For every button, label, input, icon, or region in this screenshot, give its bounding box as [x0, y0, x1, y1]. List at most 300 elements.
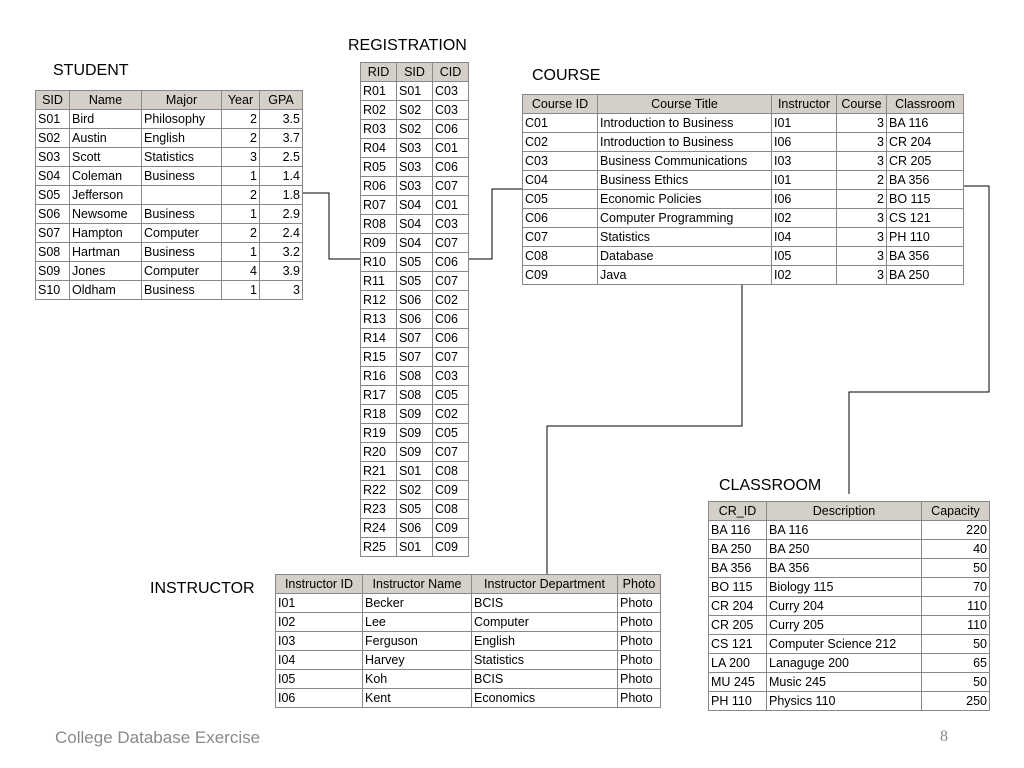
course-cell: 2 — [837, 190, 887, 209]
classroom-cell: 50 — [922, 635, 990, 654]
student-cell: 2.5 — [260, 148, 303, 167]
student-cell: Computer — [142, 224, 222, 243]
student-cell: Austin — [70, 129, 142, 148]
registration-cell: S05 — [397, 272, 433, 291]
instructor-row — [276, 689, 661, 708]
instructor-cell: Photo — [618, 651, 661, 670]
registration-cell: C01 — [433, 139, 469, 158]
registration-cell: C03 — [433, 215, 469, 234]
student-cell: 2.4 — [260, 224, 303, 243]
registration-row — [361, 500, 469, 519]
classroom-cell: CR 204 — [709, 597, 767, 616]
registration-cell: R03 — [361, 120, 397, 139]
classroom-cell: Music 245 — [767, 673, 922, 692]
classroom-column-header: Description — [767, 502, 922, 521]
registration-cell: S06 — [397, 291, 433, 310]
classroom-column-header: Capacity — [922, 502, 990, 521]
classroom-cell: Curry 205 — [767, 616, 922, 635]
student-cell: 1 — [222, 167, 260, 186]
registration-row — [361, 177, 469, 196]
registration-row — [361, 272, 469, 291]
student-cell: 3.9 — [260, 262, 303, 281]
registration-row — [361, 82, 469, 101]
registration-cell: R08 — [361, 215, 397, 234]
classroom-cell: 50 — [922, 673, 990, 692]
classroom-row — [709, 673, 990, 692]
registration-row — [361, 158, 469, 177]
instructor-table — [275, 574, 661, 708]
registration-cell: S05 — [397, 500, 433, 519]
student-cell: S08 — [36, 243, 70, 262]
registration-cell: S02 — [397, 101, 433, 120]
registration-cell: S06 — [397, 310, 433, 329]
registration-column-header: CID — [433, 63, 469, 82]
student-cell: 1 — [222, 243, 260, 262]
course-title: COURSE — [532, 67, 601, 84]
registration-row — [361, 519, 469, 538]
course-cell: BA 356 — [887, 247, 964, 266]
course-cell: Statistics — [598, 228, 772, 247]
registration-title: REGISTRATION — [348, 37, 467, 54]
classroom-cell: 70 — [922, 578, 990, 597]
student-column-header: GPA — [260, 91, 303, 110]
student-cell: 2 — [222, 110, 260, 129]
instructor-title: INSTRUCTOR — [150, 580, 255, 597]
registration-row — [361, 120, 469, 139]
registration-cell: C07 — [433, 234, 469, 253]
registration-cell: R24 — [361, 519, 397, 538]
student-column-header: Major — [142, 91, 222, 110]
student-cell: Oldham — [70, 281, 142, 300]
registration-row — [361, 386, 469, 405]
student-cell: 4 — [222, 262, 260, 281]
course-cell: C04 — [523, 171, 598, 190]
classroom-column-header: CR_ID — [709, 502, 767, 521]
registration-header-row — [361, 63, 469, 82]
course-cell: Computer Programming — [598, 209, 772, 228]
registration-row — [361, 234, 469, 253]
student-row — [36, 148, 303, 167]
course-row — [523, 190, 964, 209]
course-cell: 3 — [837, 247, 887, 266]
registration-cell: S07 — [397, 329, 433, 348]
student-cell: Statistics — [142, 148, 222, 167]
classroom-cell: BA 356 — [767, 559, 922, 578]
registration-cell: R14 — [361, 329, 397, 348]
classroom-cell: BA 356 — [709, 559, 767, 578]
registration-cell: R02 — [361, 101, 397, 120]
registration-cell: C03 — [433, 82, 469, 101]
course-cell: C02 — [523, 133, 598, 152]
registration-row — [361, 139, 469, 158]
registration-course-link — [468, 189, 522, 259]
course-cell: I02 — [772, 209, 837, 228]
student-cell: S10 — [36, 281, 70, 300]
course-cell: I01 — [772, 171, 837, 190]
footer-text: College Database Exercise — [55, 728, 261, 747]
instructor-cell: I04 — [276, 651, 363, 670]
registration-cell: R22 — [361, 481, 397, 500]
student-cell: Computer — [142, 262, 222, 281]
course-cell: CS 121 — [887, 209, 964, 228]
student-cell: 2 — [222, 129, 260, 148]
student-cell: S07 — [36, 224, 70, 243]
registration-cell: R06 — [361, 177, 397, 196]
classroom-cell: BA 116 — [709, 521, 767, 540]
student-cell — [142, 186, 222, 205]
registration-column-header: RID — [361, 63, 397, 82]
course-cell: C09 — [523, 266, 598, 285]
registration-row — [361, 215, 469, 234]
registration-cell: S04 — [397, 234, 433, 253]
registration-cell: C03 — [433, 367, 469, 386]
student-cell: 2.9 — [260, 205, 303, 224]
registration-cell: C07 — [433, 272, 469, 291]
registration-cell: R23 — [361, 500, 397, 519]
registration-cell: C03 — [433, 101, 469, 120]
course-table — [522, 94, 964, 285]
classroom-cell: 65 — [922, 654, 990, 673]
student-row — [36, 262, 303, 281]
instructor-header-row — [276, 575, 661, 594]
registration-row — [361, 462, 469, 481]
registration-cell: R16 — [361, 367, 397, 386]
student-cell: 2 — [222, 186, 260, 205]
student-cell: Hampton — [70, 224, 142, 243]
student-column-header: Year — [222, 91, 260, 110]
course-column-header: Course Title — [598, 95, 772, 114]
registration-cell: S01 — [397, 538, 433, 557]
registration-cell: R20 — [361, 443, 397, 462]
course-row — [523, 209, 964, 228]
classroom-cell: CS 121 — [709, 635, 767, 654]
instructor-cell: I03 — [276, 632, 363, 651]
classroom-cell: CR 205 — [709, 616, 767, 635]
student-row — [36, 110, 303, 129]
classroom-cell: 110 — [922, 597, 990, 616]
registration-cell: C08 — [433, 462, 469, 481]
course-row — [523, 247, 964, 266]
student-cell: 2 — [222, 224, 260, 243]
instructor-cell: BCIS — [472, 594, 618, 613]
registration-cell: R19 — [361, 424, 397, 443]
student-cell: Scott — [70, 148, 142, 167]
course-cell: 3 — [837, 228, 887, 247]
instructor-column-header: Instructor ID — [276, 575, 363, 594]
registration-cell: R12 — [361, 291, 397, 310]
registration-row — [361, 329, 469, 348]
registration-cell: R25 — [361, 538, 397, 557]
classroom-table — [708, 501, 990, 711]
registration-cell: C01 — [433, 196, 469, 215]
course-cell: I06 — [772, 133, 837, 152]
instructor-cell: Ferguson — [363, 632, 472, 651]
student-cell: Business — [142, 281, 222, 300]
student-cell: S04 — [36, 167, 70, 186]
registration-cell: C05 — [433, 386, 469, 405]
registration-row — [361, 443, 469, 462]
course-cell: 3 — [837, 114, 887, 133]
student-title: STUDENT — [53, 62, 129, 79]
registration-cell: S08 — [397, 367, 433, 386]
registration-cell: C07 — [433, 443, 469, 462]
registration-cell: C09 — [433, 538, 469, 557]
course-cell: 3 — [837, 152, 887, 171]
registration-cell: C05 — [433, 424, 469, 443]
course-row — [523, 152, 964, 171]
registration-row — [361, 538, 469, 557]
course-cell: BA 250 — [887, 266, 964, 285]
registration-cell: R04 — [361, 139, 397, 158]
course-row — [523, 114, 964, 133]
instructor-cell: Economics — [472, 689, 618, 708]
student-cell: 1.8 — [260, 186, 303, 205]
course-cell: Economic Policies — [598, 190, 772, 209]
classroom-cell: Lanaguge 200 — [767, 654, 922, 673]
student-cell: S01 — [36, 110, 70, 129]
course-cell: Java — [598, 266, 772, 285]
instructor-column-header: Photo — [618, 575, 661, 594]
course-cell: C05 — [523, 190, 598, 209]
registration-cell: R09 — [361, 234, 397, 253]
classroom-cell: Physics 110 — [767, 692, 922, 711]
registration-row — [361, 481, 469, 500]
instructor-row — [276, 670, 661, 689]
registration-row — [361, 101, 469, 120]
course-cell: BA 116 — [887, 114, 964, 133]
registration-cell: S01 — [397, 82, 433, 101]
registration-cell: S01 — [397, 462, 433, 481]
instructor-column-header: Instructor Department — [472, 575, 618, 594]
registration-cell: S03 — [397, 177, 433, 196]
registration-cell: S07 — [397, 348, 433, 367]
registration-cell: C06 — [433, 310, 469, 329]
course-cell: Business Ethics — [598, 171, 772, 190]
page-number: 8 — [940, 728, 948, 745]
classroom-cell: Computer Science 212 — [767, 635, 922, 654]
registration-cell: R15 — [361, 348, 397, 367]
student-cell: S03 — [36, 148, 70, 167]
instructor-cell: I06 — [276, 689, 363, 708]
course-cell: 2 — [837, 171, 887, 190]
instructor-row — [276, 632, 661, 651]
course-cell: I01 — [772, 114, 837, 133]
registration-row — [361, 405, 469, 424]
course-cell: Business Communications — [598, 152, 772, 171]
student-registration-link — [302, 193, 360, 259]
course-cell: C07 — [523, 228, 598, 247]
course-cell: I03 — [772, 152, 837, 171]
course-cell: C08 — [523, 247, 598, 266]
registration-cell: C02 — [433, 291, 469, 310]
classroom-cell: Biology 115 — [767, 578, 922, 597]
student-cell: Business — [142, 167, 222, 186]
registration-row — [361, 367, 469, 386]
student-cell: 3.2 — [260, 243, 303, 262]
registration-column-header: SID — [397, 63, 433, 82]
registration-table — [360, 62, 469, 557]
instructor-row — [276, 651, 661, 670]
course-cell: C03 — [523, 152, 598, 171]
registration-cell: C06 — [433, 253, 469, 272]
instructor-column-header: Instructor Name — [363, 575, 472, 594]
student-cell: Jones — [70, 262, 142, 281]
instructor-row — [276, 594, 661, 613]
student-row — [36, 167, 303, 186]
registration-row — [361, 424, 469, 443]
registration-cell: C08 — [433, 500, 469, 519]
student-cell: Philosophy — [142, 110, 222, 129]
instructor-cell: Harvey — [363, 651, 472, 670]
classroom-cell: 40 — [922, 540, 990, 559]
course-row — [523, 266, 964, 285]
course-column-header: Course — [837, 95, 887, 114]
registration-row — [361, 348, 469, 367]
registration-cell: S09 — [397, 443, 433, 462]
classroom-header-row — [709, 502, 990, 521]
classroom-cell: BA 250 — [709, 540, 767, 559]
classroom-row — [709, 559, 990, 578]
student-row — [36, 224, 303, 243]
student-cell: S02 — [36, 129, 70, 148]
course-cell: BO 115 — [887, 190, 964, 209]
course-cell: I04 — [772, 228, 837, 247]
instructor-row — [276, 613, 661, 632]
registration-cell: S06 — [397, 519, 433, 538]
course-cell: Database — [598, 247, 772, 266]
course-column-header: Instructor — [772, 95, 837, 114]
student-cell: Hartman — [70, 243, 142, 262]
student-cell: 3.7 — [260, 129, 303, 148]
registration-cell: C02 — [433, 405, 469, 424]
registration-cell: S03 — [397, 158, 433, 177]
student-cell: Jefferson — [70, 186, 142, 205]
course-column-header: Course ID — [523, 95, 598, 114]
student-cell: 1 — [222, 205, 260, 224]
instructor-cell: Photo — [618, 632, 661, 651]
student-column-header: Name — [70, 91, 142, 110]
classroom-row — [709, 692, 990, 711]
registration-cell: S09 — [397, 405, 433, 424]
registration-cell: R18 — [361, 405, 397, 424]
registration-cell: R05 — [361, 158, 397, 177]
student-cell: 3.5 — [260, 110, 303, 129]
instructor-cell: English — [472, 632, 618, 651]
registration-row — [361, 253, 469, 272]
student-cell: 1 — [222, 281, 260, 300]
student-row — [36, 129, 303, 148]
registration-cell: R21 — [361, 462, 397, 481]
course-cell: I05 — [772, 247, 837, 266]
student-cell: 3 — [260, 281, 303, 300]
student-cell: Newsome — [70, 205, 142, 224]
classroom-row — [709, 654, 990, 673]
student-row — [36, 243, 303, 262]
course-cell: I02 — [772, 266, 837, 285]
course-cell: Introduction to Business — [598, 114, 772, 133]
classroom-cell: 220 — [922, 521, 990, 540]
registration-cell: R07 — [361, 196, 397, 215]
course-row — [523, 133, 964, 152]
student-cell: Business — [142, 205, 222, 224]
instructor-cell: BCIS — [472, 670, 618, 689]
registration-cell: R10 — [361, 253, 397, 272]
course-cell: I06 — [772, 190, 837, 209]
registration-cell: S09 — [397, 424, 433, 443]
instructor-cell: Becker — [363, 594, 472, 613]
registration-cell: S08 — [397, 386, 433, 405]
registration-cell: S04 — [397, 215, 433, 234]
course-cell: CR 205 — [887, 152, 964, 171]
student-cell: 1.4 — [260, 167, 303, 186]
student-header-row — [36, 91, 303, 110]
registration-cell: S02 — [397, 481, 433, 500]
classroom-cell: PH 110 — [709, 692, 767, 711]
course-cell: C06 — [523, 209, 598, 228]
course-header-row — [523, 95, 964, 114]
registration-row — [361, 310, 469, 329]
registration-cell: S02 — [397, 120, 433, 139]
student-cell: Coleman — [70, 167, 142, 186]
instructor-cell: Photo — [618, 670, 661, 689]
student-column-header: SID — [36, 91, 70, 110]
classroom-row — [709, 540, 990, 559]
student-row — [36, 186, 303, 205]
instructor-cell: Kent — [363, 689, 472, 708]
classroom-row — [709, 616, 990, 635]
registration-cell: C07 — [433, 348, 469, 367]
registration-cell: S05 — [397, 253, 433, 272]
classroom-cell: BA 250 — [767, 540, 922, 559]
classroom-cell: 50 — [922, 559, 990, 578]
classroom-row — [709, 597, 990, 616]
registration-cell: C06 — [433, 120, 469, 139]
registration-cell: C09 — [433, 519, 469, 538]
course-cell: Introduction to Business — [598, 133, 772, 152]
course-cell: 3 — [837, 133, 887, 152]
course-cell: BA 356 — [887, 171, 964, 190]
instructor-cell: Photo — [618, 594, 661, 613]
course-cell: PH 110 — [887, 228, 964, 247]
registration-cell: S03 — [397, 139, 433, 158]
registration-cell: R17 — [361, 386, 397, 405]
course-row — [523, 171, 964, 190]
student-cell: Bird — [70, 110, 142, 129]
student-table — [35, 90, 303, 300]
instructor-cell: Statistics — [472, 651, 618, 670]
registration-cell: C07 — [433, 177, 469, 196]
registration-cell: C06 — [433, 329, 469, 348]
instructor-cell: Photo — [618, 689, 661, 708]
student-row — [36, 281, 303, 300]
instructor-cell: Computer — [472, 613, 618, 632]
classroom-row — [709, 521, 990, 540]
student-cell: 3 — [222, 148, 260, 167]
classroom-row — [709, 635, 990, 654]
registration-cell: C09 — [433, 481, 469, 500]
course-column-header: Classroom — [887, 95, 964, 114]
student-cell: English — [142, 129, 222, 148]
classroom-title: CLASSROOM — [719, 477, 822, 494]
instructor-cell: Photo — [618, 613, 661, 632]
registration-row — [361, 196, 469, 215]
student-cell: S09 — [36, 262, 70, 281]
classroom-cell: BA 116 — [767, 521, 922, 540]
registration-row — [361, 291, 469, 310]
course-cell: 3 — [837, 266, 887, 285]
student-cell: S05 — [36, 186, 70, 205]
registration-cell: C06 — [433, 158, 469, 177]
